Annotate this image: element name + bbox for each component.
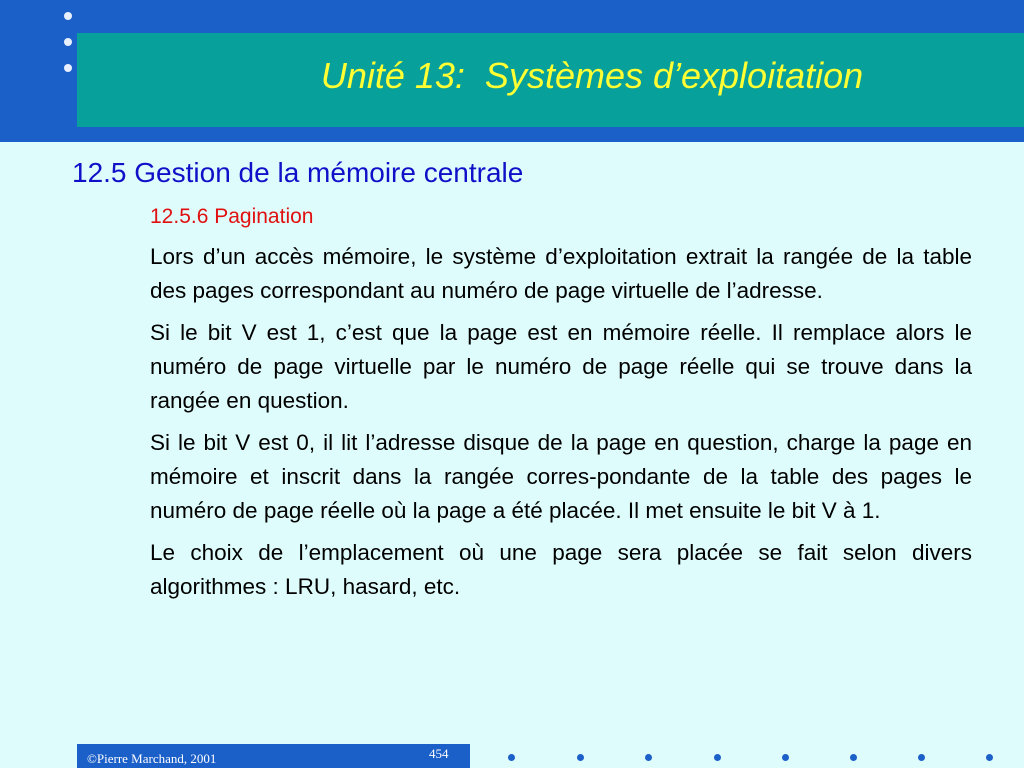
footer-dot (714, 754, 721, 761)
footer-dot (782, 754, 789, 761)
subsection-heading: 12.5.6 Pagination (150, 205, 314, 228)
paragraph: Si le bit V est 1, c’est que la page est en mémoire réelle. Il remplace alors le numéro de page virtuelle par le numéro de page réelle qui se trouve dans la rangée en question. (150, 320, 972, 413)
footer-dot (645, 754, 652, 761)
decor-dot (64, 64, 72, 72)
footer-dot (577, 754, 584, 761)
copyright-text: ©Pierre Marchand, 2001 (87, 751, 217, 766)
decor-dot (64, 12, 72, 20)
page-number: 454 (429, 746, 449, 761)
title-box (77, 33, 1024, 127)
decor-dot (64, 38, 72, 46)
slide-title: Unité 13: Systèmes d’exploitation (320, 55, 864, 96)
footer-dot (986, 754, 993, 761)
slide-body (150, 240, 972, 612)
footer-dot (850, 754, 857, 761)
footer-dot (508, 754, 515, 761)
footer-dot (918, 754, 925, 761)
section-heading: 12.5 Gestion de la mémoire centrale (72, 157, 524, 188)
paragraph: Le choix de l’emplacement où une page sera placée se fait selon divers algorithmes : LRU, hasard, etc. (150, 540, 972, 599)
paragraph: Si le bit V est 0, il lit l’adresse disque de la page en question, charge la page en mémoire et inscrit dans la rangée corres-pondante de la table des pages le numéro de page réelle où la page a été placée. Il met ensuite le bit V à 1. (150, 430, 972, 523)
paragraph: Lors d’un accès mémoire, le système d’exploitation extrait la rangée de la table des pages correspondant au numéro de page virtuelle de l’adresse. (150, 244, 972, 303)
footer-bar (77, 744, 470, 768)
